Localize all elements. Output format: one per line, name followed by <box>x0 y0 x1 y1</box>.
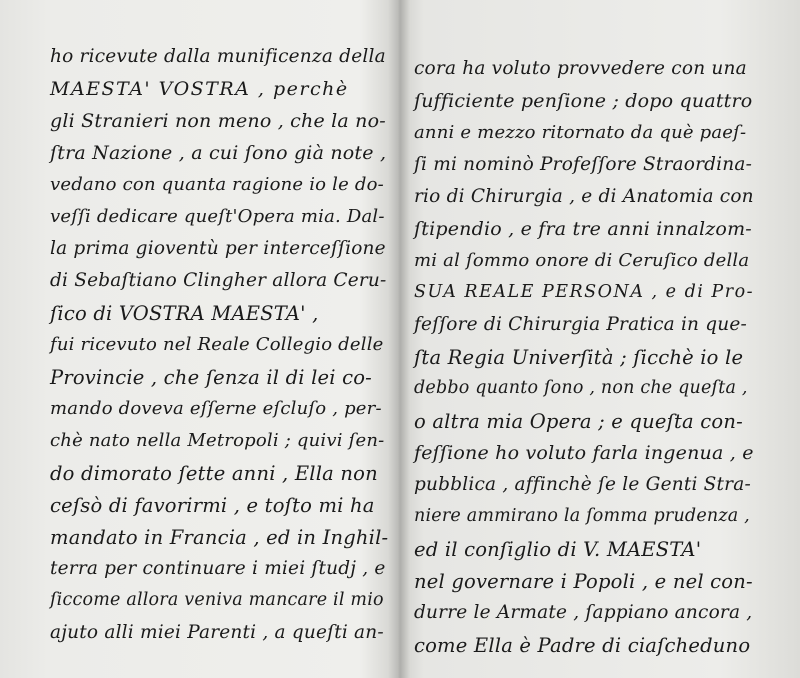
left-line-11: Provincie , che ſenza il di lei co- <box>50 366 372 389</box>
left-line-5: vedano con quanta ragione io le do- <box>50 174 384 195</box>
left-line-1: ho ricevute dalla munificenza della <box>50 46 386 67</box>
left-line-13: chè nato nella Metropoli ; quivi ſen- <box>50 430 385 451</box>
right-line-9: feſſore di Chirurgia Pratica in que- <box>414 314 748 335</box>
right-line-12: o altra mia Opera ; e queſta con- <box>414 410 743 433</box>
right-line-18: durre le Armate , ſappiano ancora , <box>414 602 753 623</box>
right-line-11: debbo quanto ſono , non che queſta , <box>414 378 748 398</box>
right-line-16: ed il conſiglio di V. MAESTA' <box>414 538 702 561</box>
left-line-7: la prima gioventù per interceſſione <box>50 238 386 259</box>
right-line-5: rio di Chirurgia , e di Anatomia con <box>414 186 754 207</box>
left-line-6: veſſi dedicare queſt'Opera mia. Dal- <box>50 206 385 227</box>
right-line-13: feſſione ho voluto farla ingenua , e <box>414 442 754 464</box>
left-line-3: gli Stranieri non meno , che la no- <box>50 110 386 132</box>
right-line-2: ſufficiente penſione ; dopo quattro <box>414 90 753 112</box>
left-line-18: ſiccome allora veniva mancare il mio <box>50 590 384 610</box>
right-line-17: nel governare i Popoli , e nel con- <box>414 570 753 593</box>
right-line-8: SUA REALE PERSONA , e di Pro- <box>414 282 755 302</box>
left-line-2: MAESTA' VOSTRA , perchè <box>50 78 349 100</box>
left-line-16: mandato in Francia , ed in Inghil- <box>50 526 389 549</box>
left-line-14: do dimorato ſette anni , Ella non <box>50 462 378 485</box>
left-page <box>0 0 395 678</box>
right-line-3: anni e mezzo ritornato da què paeſ- <box>414 122 747 143</box>
left-line-19: ajuto alli miei Parenti , a queſti an- <box>50 622 384 643</box>
left-line-8: di Sebaſtiano Clingher allora Ceru- <box>50 270 387 291</box>
left-line-9: ſico di VOSTRA MAESTA' , <box>50 302 319 325</box>
right-line-7: mi al ſommo onore di Ceruſico della <box>414 250 750 271</box>
left-line-4: ſtra Nazione , a cui ſono già note , <box>50 142 387 164</box>
left-line-12: mando doveva eſſerne eſcluſo , per- <box>50 398 382 419</box>
right-line-19: come Ella è Padre di ciaſcheduno <box>414 634 751 657</box>
right-line-15: niere ammirano la ſomma prudenza , <box>414 506 750 526</box>
right-line-1: cora ha voluto provvedere con una <box>414 58 747 79</box>
left-line-10: fui ricevuto nel Reale Collegio delle <box>50 334 384 355</box>
left-line-17: terra per continuare i miei ſtudj , e <box>50 558 386 579</box>
right-line-6: ſtipendio , e fra tre anni innalzom- <box>414 218 752 240</box>
right-line-4: ſi mi nominò Profeſſore Straordina- <box>414 154 753 175</box>
left-line-15: ceſsò di favorirmi , e toſto mi ha <box>50 494 375 517</box>
right-line-14: pubblica , affinchè ſe le Genti Stra- <box>414 474 751 495</box>
right-line-10: ſta Regia Univerſità ; ſicchè io le <box>414 346 744 369</box>
